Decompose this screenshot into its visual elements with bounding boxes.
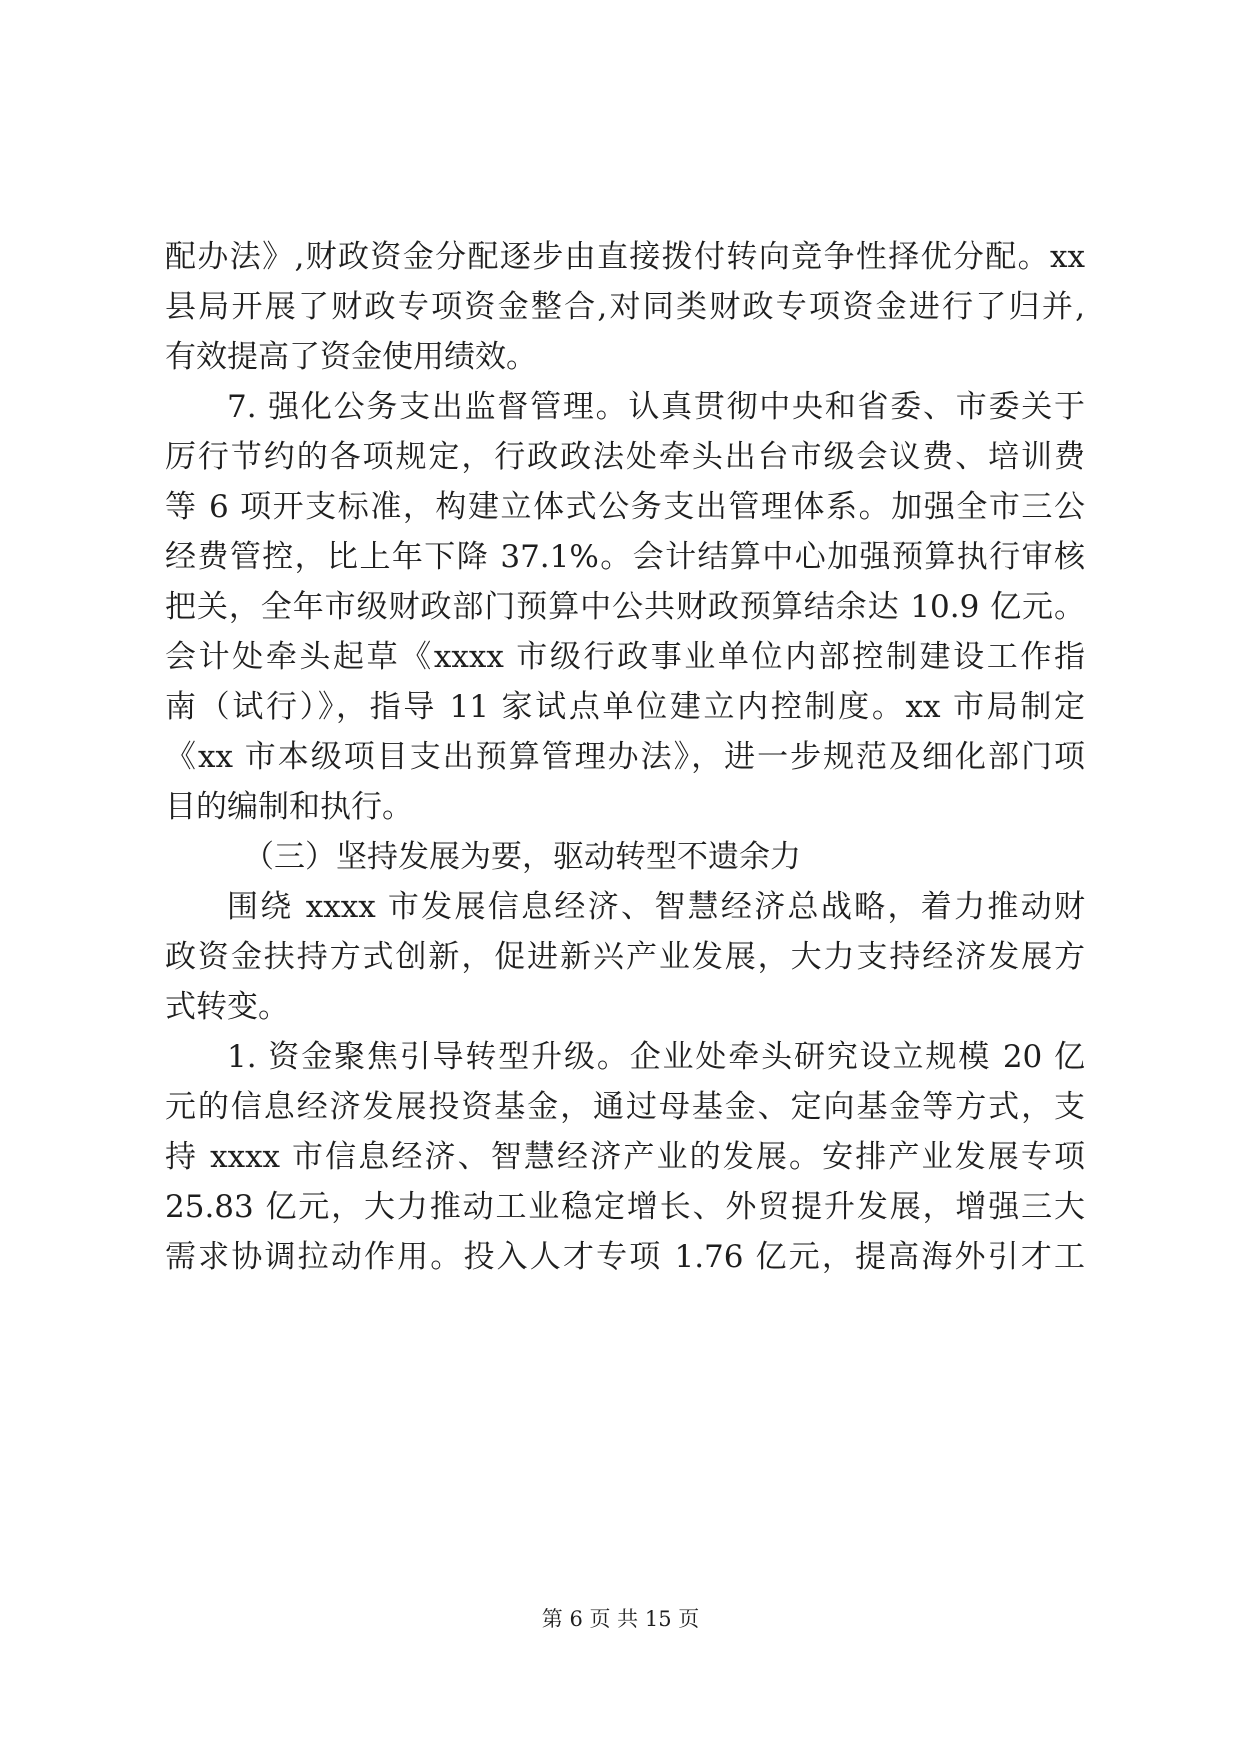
text-line: 厉行节约的各项规定，行政政法处牵头出台市级会议费、培训费 (165, 439, 1085, 475)
text-line: 配办法》,财政资金分配逐步由直接拨付转向竞争性择优分配。xx (165, 239, 1085, 275)
text-line: 元的信息经济发展投资基金，通过母基金、定向基金等方式，支 (165, 1089, 1085, 1125)
text-line: 25.83 亿元，大力推动工业稳定增长、外贸提升发展，增强三大 (165, 1189, 1085, 1225)
body-text (165, 232, 1085, 1282)
text-line: 目的编制和执行。 (165, 789, 413, 825)
text-line: 南（试行）》，指导 11 家试点单位建立内控制度。xx 市局制定 (165, 689, 1085, 725)
page-footer: 第 6 页 共 15 页 (541, 1607, 700, 1631)
text-line: 有效提高了资金使用绩效。 (165, 339, 537, 375)
text-line: 围绕 xxxx 市发展信息经济、智慧经济总战略，着力推动财 (227, 889, 1085, 925)
text-line: 会计处牵头起草《xxxx 市级行政事业单位内部控制建设工作指 (165, 639, 1085, 675)
text-line: 7. 强化公务支出监督管理。认真贯彻中央和省委、市委关于 (227, 389, 1085, 425)
text-line: 政资金扶持方式创新，促进新兴产业发展，大力支持经济发展方 (165, 939, 1085, 975)
text-line: 式转变。 (165, 989, 289, 1025)
text-line: 持 xxxx 市信息经济、智慧经济产业的发展。安排产业发展专项 (165, 1139, 1085, 1175)
text-line: 《xx 市本级项目支出预算管理办法》，进一步规范及细化部门项 (165, 739, 1085, 775)
section-heading: （三）坚持发展为要，驱动转型不遗余力 (243, 839, 801, 875)
text-line: 把关，全年市级财政部门预算中公共财政预算结余达 10.9 亿元。 (165, 589, 1085, 625)
text-line: 经费管控，比上年下降 37.1%。会计结算中心加强预算执行审核 (165, 539, 1085, 575)
text-line: 等 6 项开支标准，构建立体式公务支出管理体系。加强全市三公 (165, 489, 1085, 525)
text-line: 1. 资金聚焦引导转型升级。企业处牵头研究设立规模 20 亿 (227, 1039, 1085, 1075)
text-line: 需求协调拉动作用。投入人才专项 1.76 亿元，提高海外引才工 (165, 1239, 1085, 1275)
text-line: 县局开展了财政专项资金整合,对同类财政专项资金进行了归并, (165, 289, 1085, 325)
